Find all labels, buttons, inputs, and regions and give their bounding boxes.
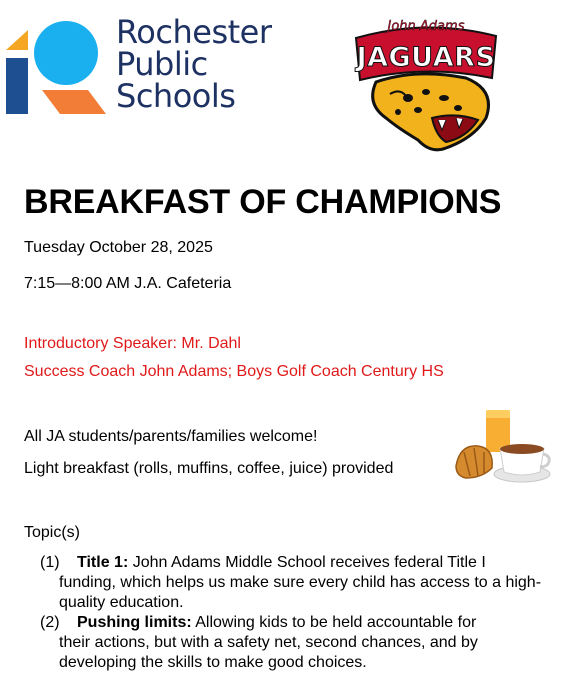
jaguars-logo-name-text: JAGUARS (356, 42, 496, 73)
topic-number: (2) (40, 614, 60, 631)
rps-logo-line-2: Public (116, 45, 208, 83)
rps-logo-line-1: Rochester (116, 13, 272, 51)
topic-item (40, 553, 555, 613)
topic-text-first: John Adams Middle School receives federal Title I (132, 554, 486, 571)
welcome-line: All JA students/parents/families welcome! (24, 428, 318, 445)
breakfast-coffee-croissant-icon (452, 406, 552, 486)
topic-item (40, 613, 555, 673)
speaker-credentials: Success Coach John Adams; Boys Golf Coach Century HS (24, 363, 444, 380)
jaguars-logo-top-text: John Adams (387, 19, 465, 34)
rps-logo-mark-icon (6, 20, 111, 115)
topic-number: (1) (40, 554, 60, 571)
event-date: Tuesday October 28, 2025 (24, 239, 213, 256)
topic-text-first: Allowing kids to be held accountable for (195, 614, 477, 631)
breakfast-provided-line: Light breakfast (rolls, muffins, coffee, juice) provided (24, 460, 394, 477)
topics-label: Topic(s) (24, 524, 81, 541)
topic-heading: Title 1: (77, 554, 129, 571)
rps-logo-line-3: Schools (116, 77, 236, 115)
topic-text-rest: their actions, but with a safety net, second chances, and by developing the skills to make good choices. (59, 634, 478, 671)
rochester-public-schools-logo (6, 14, 296, 118)
topics-list (40, 553, 555, 673)
event-time-location: 7:15—8:00 AM J.A. Cafeteria (24, 275, 232, 292)
topic-heading: Pushing limits: (77, 614, 192, 631)
john-adams-jaguars-logo (346, 8, 506, 158)
introductory-speaker: Introductory Speaker: Mr. Dahl (24, 335, 241, 352)
rps-logo-text (116, 13, 272, 115)
topic-text-rest: funding, which helps us make sure every child has access to a high-quality education. (59, 574, 542, 611)
event-title: BREAKFAST OF CHAMPIONS (24, 183, 502, 221)
